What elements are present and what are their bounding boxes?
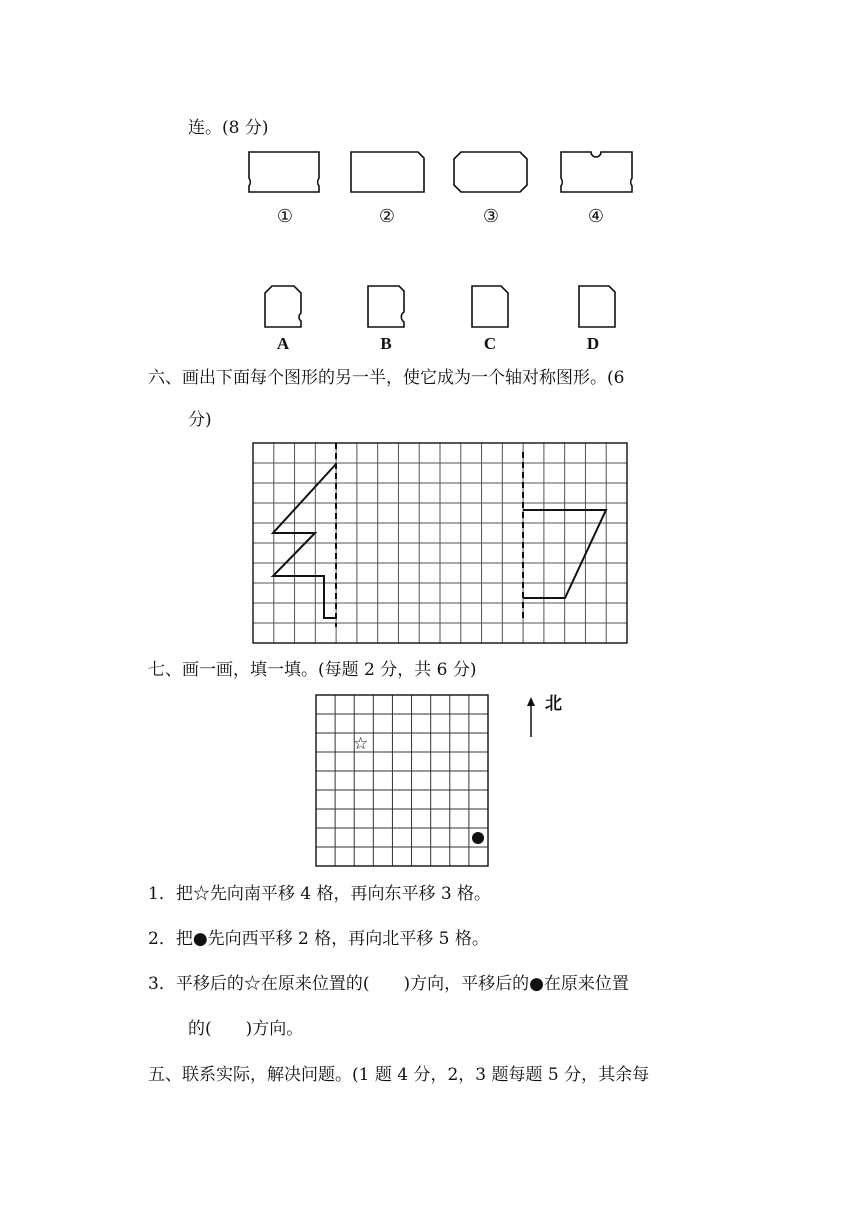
label-circle-2: ②: [378, 206, 396, 227]
label-circle-4: ④: [587, 206, 605, 227]
label-circle-1: ①: [276, 206, 294, 227]
label-b: B: [380, 334, 392, 353]
star-marker: ☆: [353, 734, 369, 754]
label-c: C: [483, 334, 497, 353]
dot-marker: [472, 832, 484, 844]
section-7-heading: 七、画一画，填一填。(每题 2 分，共 6 分): [148, 660, 477, 680]
north-label: 北: [545, 694, 562, 714]
label-a: A: [276, 334, 290, 353]
section-5-heading: 五、联系实际，解决问题。(1 题 4 分，2，3 题每题 5 分，其余每: [148, 1065, 650, 1085]
question-7-3: 3．平移后的☆在原来位置的( )方向，平移后的●在原来位置: [148, 974, 629, 994]
question-7-1: 1．把☆先向南平移 4 格，再向东平移 3 格。: [148, 884, 492, 904]
question-7-3-cont: 的( )方向。: [188, 1019, 304, 1039]
north-arrow-head: [527, 697, 535, 706]
section-6-heading: 六、画出下面每个图形的另一半，使它成为一个轴对称图形。(6: [148, 368, 625, 388]
question-tail-text: 连。(8 分): [188, 118, 269, 138]
section-6-heading-cont: 分): [188, 410, 212, 430]
label-d: D: [586, 334, 600, 353]
label-circle-3: ③: [482, 206, 500, 227]
question-7-2: 2．把●先向西平移 2 格，再向北平移 5 格。: [148, 929, 489, 949]
